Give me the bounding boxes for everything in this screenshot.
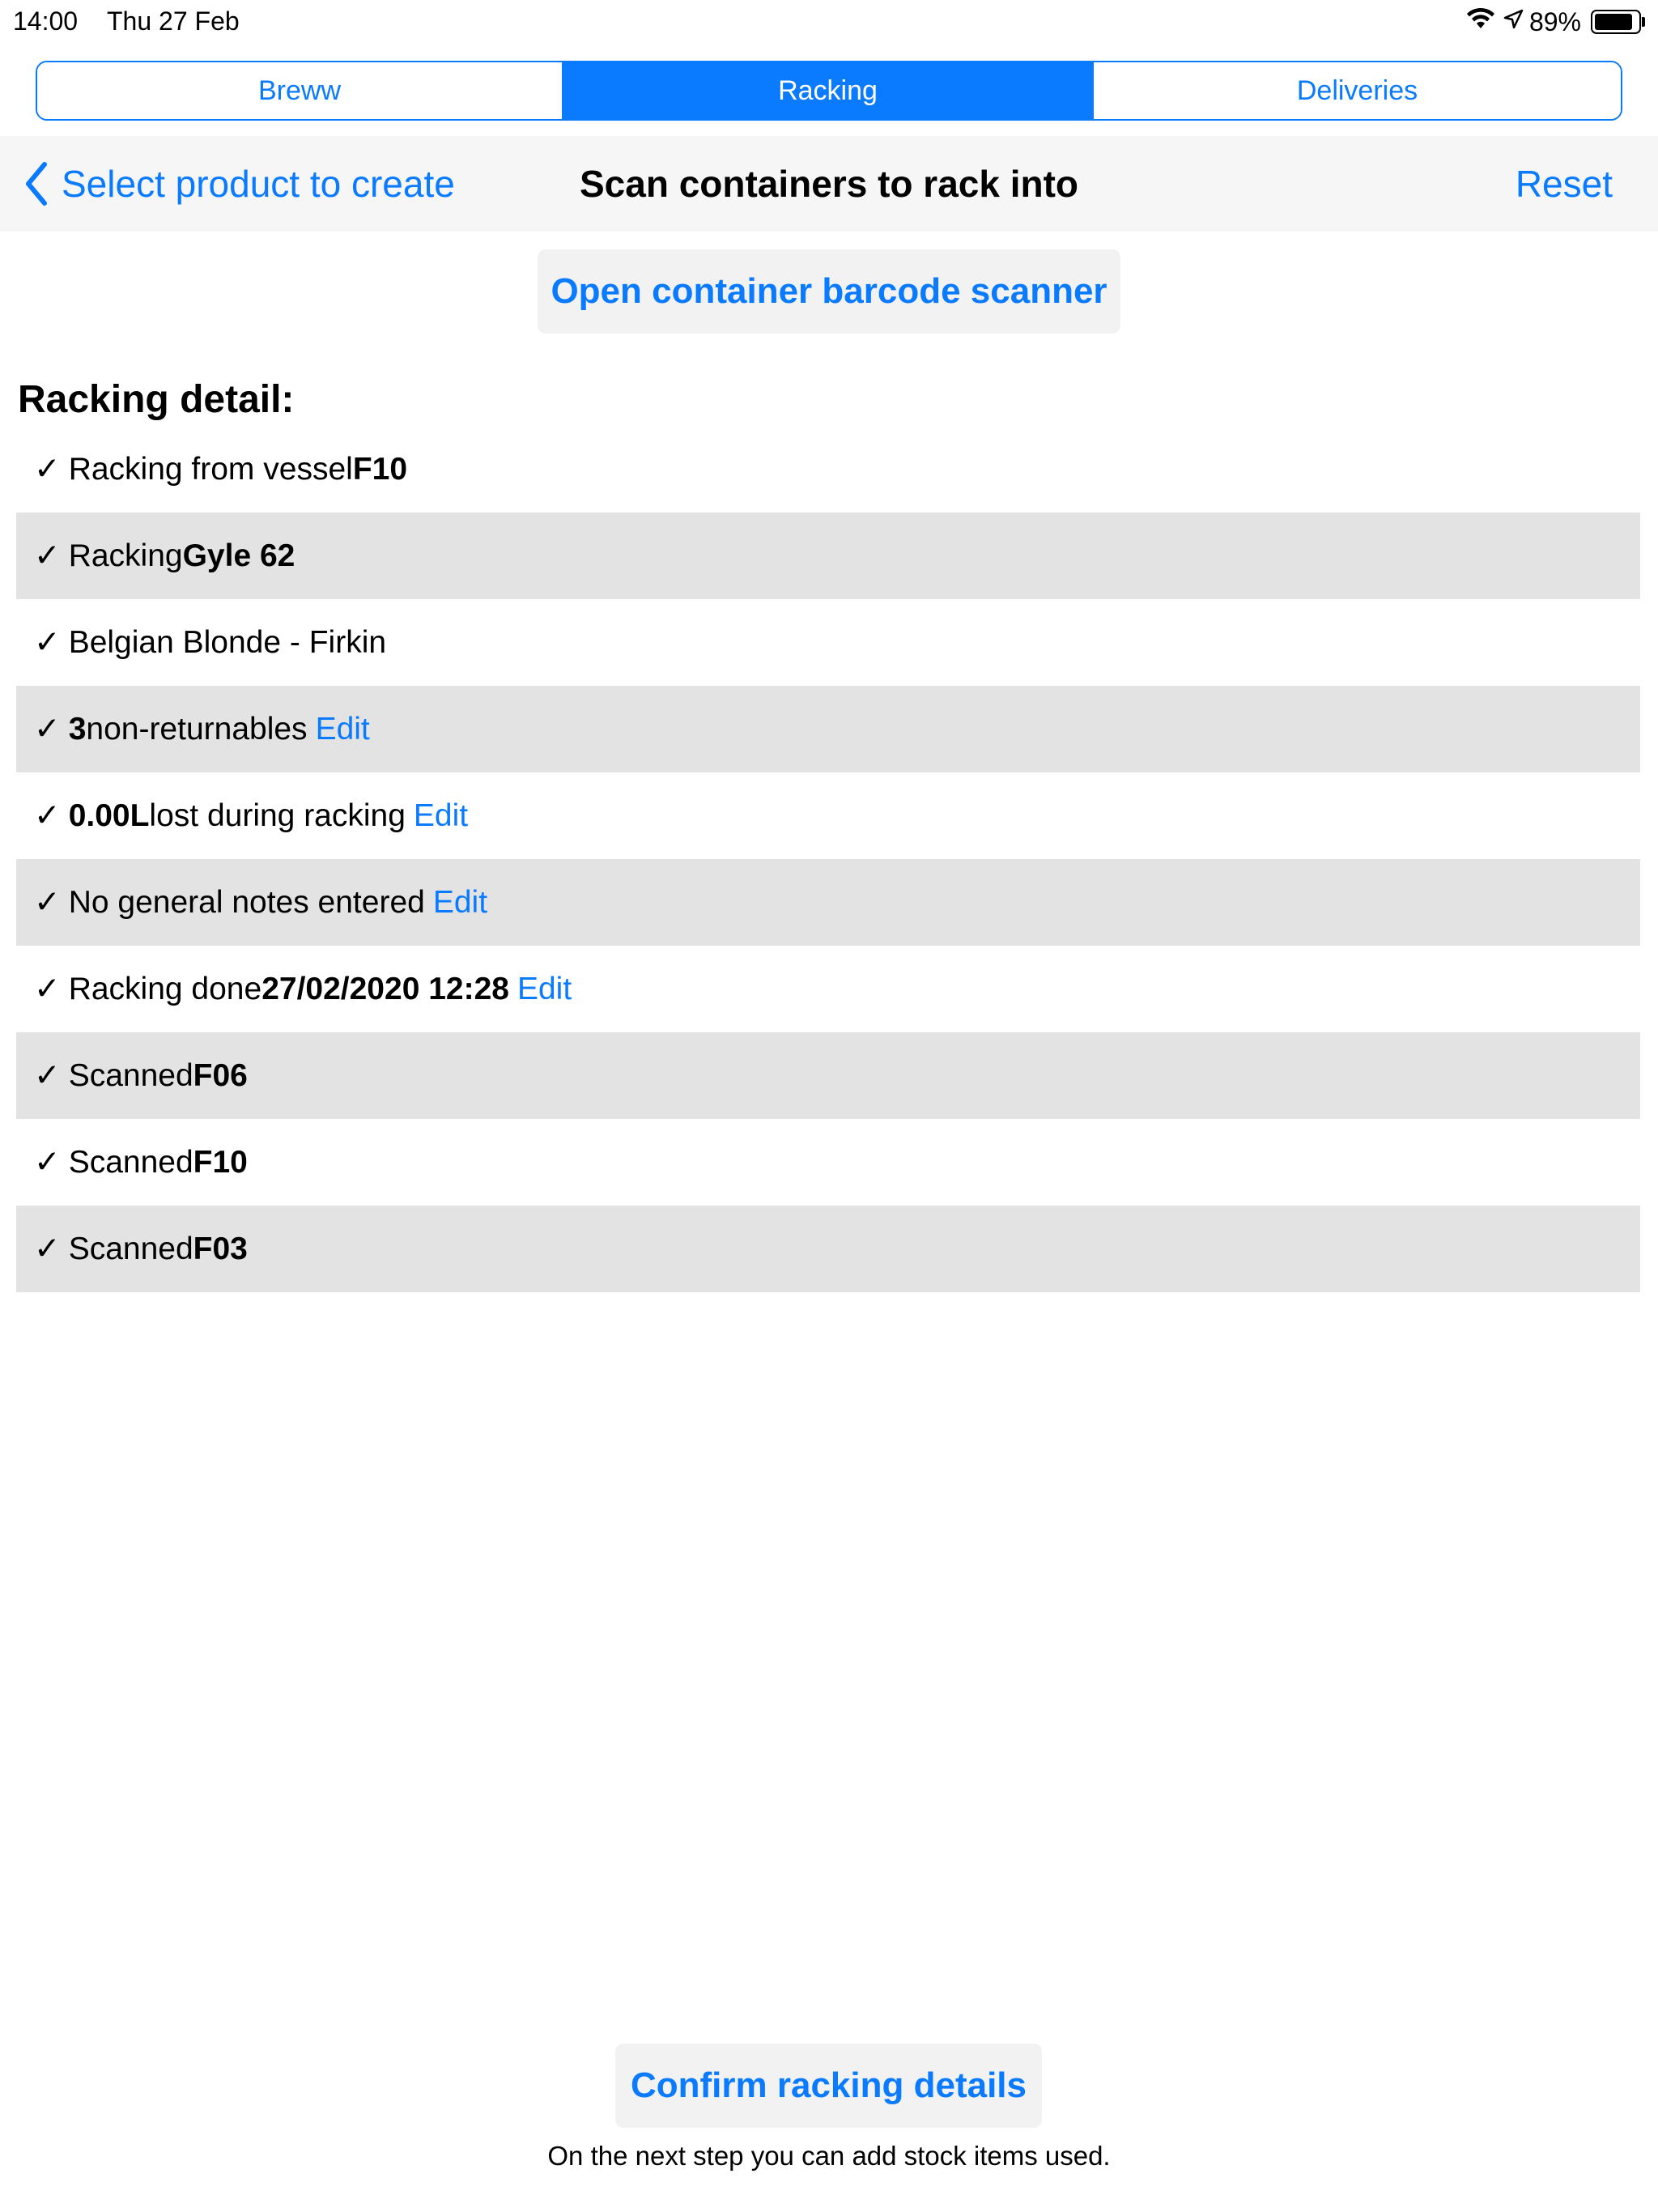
page-title: Scan containers to rack into bbox=[579, 163, 1079, 205]
detail-text: Racking bbox=[68, 538, 183, 573]
detail-text: Racking done bbox=[68, 971, 262, 1006]
edit-date-link[interactable]: Edit bbox=[517, 971, 572, 1006]
detail-row-non-returnables bbox=[16, 686, 1640, 772]
checkmark-icon: ✓ bbox=[34, 538, 61, 573]
detail-text: Scanned bbox=[68, 1144, 193, 1180]
detail-row-notes bbox=[16, 859, 1640, 946]
checkmark-icon: ✓ bbox=[34, 712, 61, 747]
tab-deliveries[interactable]: Deliveries bbox=[1094, 62, 1621, 119]
battery-icon bbox=[1591, 10, 1645, 34]
checkmark-icon: ✓ bbox=[34, 798, 61, 833]
chevron-left-icon bbox=[24, 161, 49, 206]
checkmark-icon: ✓ bbox=[34, 972, 61, 1006]
footer-note: On the next step you can add stock items used. bbox=[547, 2141, 1111, 2171]
location-arrow-icon bbox=[1502, 7, 1524, 37]
back-button[interactable] bbox=[24, 136, 455, 232]
detail-text: Scanned bbox=[68, 1231, 193, 1266]
detail-row-date bbox=[16, 946, 1640, 1032]
detail-value: Gyle 62 bbox=[182, 538, 295, 573]
detail-row-scanned bbox=[16, 1119, 1640, 1206]
detail-row-product bbox=[16, 599, 1640, 686]
detail-row-loss bbox=[16, 772, 1640, 859]
status-indicators bbox=[1465, 6, 1645, 37]
status-date: Thu 27 Feb bbox=[107, 6, 240, 36]
confirm-racking-button[interactable]: Confirm racking details bbox=[615, 2044, 1042, 2128]
detail-row-gyle bbox=[16, 513, 1640, 599]
detail-text: No general notes entered bbox=[68, 884, 425, 920]
detail-value: F10 bbox=[352, 451, 408, 487]
open-scanner-button[interactable]: Open container barcode scanner bbox=[538, 249, 1120, 334]
tab-racking[interactable]: Racking bbox=[563, 62, 1094, 119]
tab-breww[interactable]: Breww bbox=[37, 62, 563, 119]
checkmark-icon: ✓ bbox=[34, 1058, 61, 1093]
reset-button[interactable]: Reset bbox=[1515, 163, 1613, 205]
wifi-icon bbox=[1465, 6, 1497, 37]
section-title: Racking detail: bbox=[18, 378, 295, 421]
detail-text: non-returnables bbox=[86, 711, 308, 747]
detail-text: Racking from vessel bbox=[68, 451, 353, 487]
checkmark-icon: ✓ bbox=[34, 452, 61, 487]
detail-text: Scanned bbox=[68, 1057, 193, 1093]
checkmark-icon: ✓ bbox=[34, 625, 61, 660]
detail-text: Belgian Blonde - Firkin bbox=[68, 624, 387, 660]
racking-detail-list bbox=[16, 426, 1640, 1292]
detail-value: F03 bbox=[193, 1231, 248, 1266]
status-time: 14:00 bbox=[13, 6, 79, 36]
detail-value: F06 bbox=[193, 1057, 248, 1093]
navigation-bar bbox=[0, 136, 1658, 232]
detail-text: lost during racking bbox=[149, 798, 406, 833]
detail-row-vessel bbox=[16, 426, 1640, 513]
back-button-label: Select product to create bbox=[62, 163, 455, 205]
checkmark-icon: ✓ bbox=[34, 1145, 61, 1180]
edit-non-returnables-link[interactable]: Edit bbox=[315, 711, 370, 747]
battery-percentage: 89% bbox=[1528, 6, 1581, 36]
status-bar bbox=[0, 0, 1658, 42]
detail-value: F10 bbox=[193, 1144, 248, 1180]
edit-loss-link[interactable]: Edit bbox=[413, 798, 469, 833]
detail-value: 27/02/2020 12:28 bbox=[261, 971, 509, 1006]
checkmark-icon: ✓ bbox=[34, 1231, 61, 1266]
checkmark-icon: ✓ bbox=[34, 885, 61, 920]
detail-row-scanned bbox=[16, 1032, 1640, 1119]
detail-value: 0.00L bbox=[68, 798, 150, 833]
detail-row-scanned bbox=[16, 1206, 1640, 1292]
detail-value: 3 bbox=[68, 711, 87, 747]
segmented-control bbox=[36, 61, 1622, 121]
edit-notes-link[interactable]: Edit bbox=[432, 884, 488, 920]
